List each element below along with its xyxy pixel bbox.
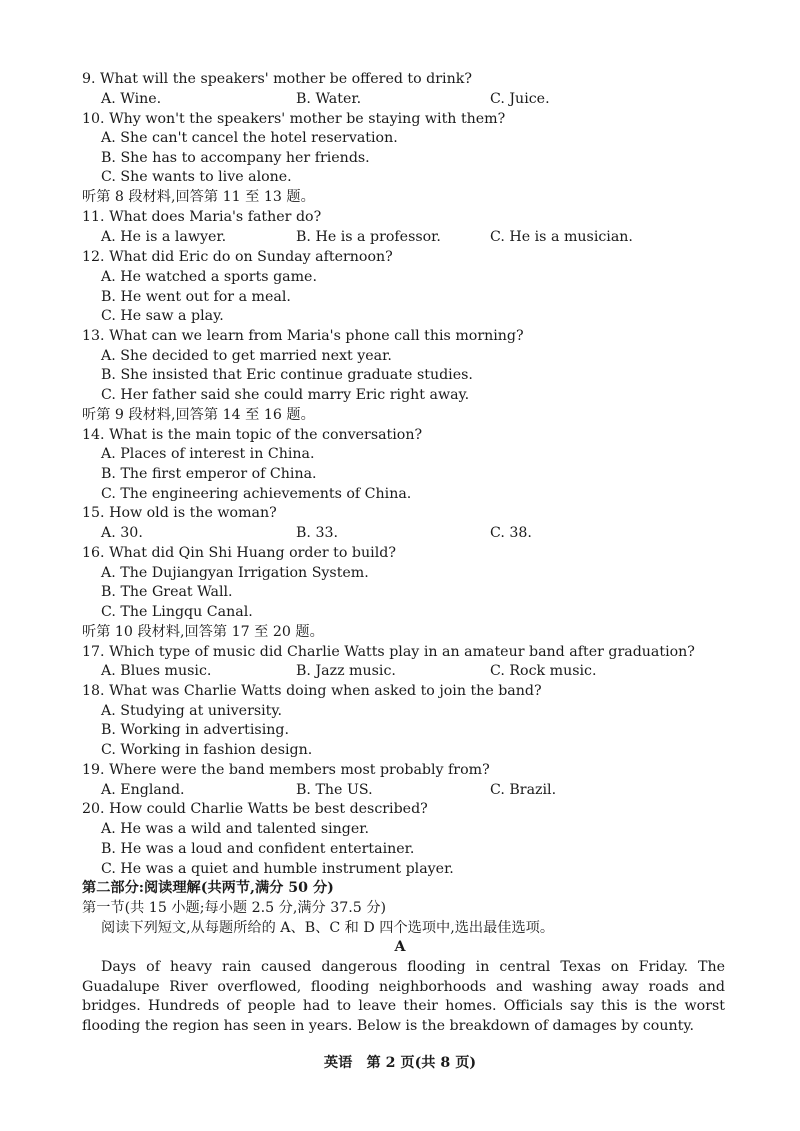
section-8-header: 听第 8 段材料,回答第 11 至 13 题。 bbox=[82, 189, 315, 205]
page-footer: 英语 第 2 页(共 8 页) bbox=[323, 1055, 477, 1071]
option-18c: C. Working in fashion design. bbox=[101, 742, 313, 758]
option-20c: C. He was a quiet and humble instrument player. bbox=[101, 861, 454, 877]
passage-label: A bbox=[394, 939, 406, 955]
reading-instruction: 阅读下列短文,从每题所给的 A、B、C 和 D 四个选项中,选出最佳选项。 bbox=[101, 920, 555, 936]
part-2-title: 第二部分:阅读理解(共两节,满分 50 分) bbox=[82, 880, 334, 896]
question-15: 15. How old is the woman? bbox=[82, 505, 277, 521]
option-17c: C. Rock music. bbox=[490, 663, 597, 679]
option-12b: B. He went out for a meal. bbox=[101, 289, 291, 305]
option-19b: B. The US. bbox=[296, 782, 373, 798]
question-18: 18. What was Charlie Watts doing when asked to join the band? bbox=[82, 683, 542, 699]
option-18a: A. Studying at university. bbox=[101, 703, 283, 719]
option-11b: B. He is a professor. bbox=[296, 229, 441, 245]
option-14c: C. The engineering achievements of China. bbox=[101, 486, 412, 502]
option-12c: C. He saw a play. bbox=[101, 308, 224, 324]
option-12a: A. He watched a sports game. bbox=[101, 269, 317, 285]
question-14: 14. What is the main topic of the conversation? bbox=[82, 427, 423, 443]
option-10a: A. She can't cancel the hotel reservation. bbox=[101, 130, 398, 146]
question-19: 19. Where were the band members most probably from? bbox=[82, 762, 490, 778]
option-19a: A. England. bbox=[101, 782, 185, 798]
option-15c: C. 38. bbox=[490, 525, 532, 541]
question-9: 9. What will the speakers' mother be offered to drink? bbox=[82, 71, 472, 87]
question-13: 13. What can we learn from Maria's phone call this morning? bbox=[82, 328, 524, 344]
option-13a: A. She decided to get married next year. bbox=[101, 348, 392, 364]
option-11a: A. He is a lawyer. bbox=[101, 229, 227, 245]
question-20: 20. How could Charlie Watts be best described? bbox=[82, 801, 428, 817]
section-9-header: 听第 9 段材料,回答第 14 至 16 题。 bbox=[82, 407, 315, 423]
option-13b: B. She insisted that Eric continue graduate studies. bbox=[101, 367, 473, 383]
question-11: 11. What does Maria's father do? bbox=[82, 209, 322, 225]
option-10c: C. She wants to live alone. bbox=[101, 169, 292, 185]
question-12: 12. What did Eric do on Sunday afternoon? bbox=[82, 249, 393, 265]
section-10-header: 听第 10 段材料,回答第 17 至 20 题。 bbox=[82, 624, 324, 640]
option-18b: B. Working in advertising. bbox=[101, 722, 289, 738]
option-15b: B. 33. bbox=[296, 525, 339, 541]
option-17b: B. Jazz music. bbox=[296, 663, 396, 679]
question-10: 10. Why won't the speakers' mother be staying with them? bbox=[82, 111, 506, 127]
question-17: 17. Which type of music did Charlie Watts play in an amateur band after graduation? bbox=[82, 644, 695, 660]
option-10b: B. She has to accompany her friends. bbox=[101, 150, 370, 166]
option-14b: B. The first emperor of China. bbox=[101, 466, 317, 482]
section-1-title: 第一节(共 15 小题;每小题 2.5 分,满分 37.5 分) bbox=[82, 900, 387, 916]
option-9a: A. Wine. bbox=[101, 91, 162, 107]
option-19c: C. Brazil. bbox=[490, 782, 557, 798]
option-16b: B. The Great Wall. bbox=[101, 584, 233, 600]
option-9b: B. Water. bbox=[296, 91, 362, 107]
option-16a: A. The Dujiangyan Irrigation System. bbox=[101, 565, 369, 581]
option-15a: A. 30. bbox=[101, 525, 143, 541]
option-11c: C. He is a musician. bbox=[490, 229, 633, 245]
option-13c: C. Her father said she could marry Eric right away. bbox=[101, 387, 470, 403]
passage-a-text: Days of heavy rain caused dangerous flooding in central Texas on Friday. The Guadalupe River overflowed, flooding neighborhoods and washing away roads and bridges. Hundreds of people had to leave their homes. Officials say this is the worst flooding the region has seen in years. Below is the breakdown of damages by county. bbox=[82, 959, 725, 1034]
question-16: 16. What did Qin Shi Huang order to build? bbox=[82, 545, 396, 561]
option-20a: A. He was a wild and talented singer. bbox=[101, 821, 369, 837]
option-17a: A. Blues music. bbox=[101, 663, 212, 679]
option-20b: B. He was a loud and confident entertainer. bbox=[101, 841, 415, 857]
option-14a: A. Places of interest in China. bbox=[101, 446, 315, 462]
option-9c: C. Juice. bbox=[490, 91, 550, 107]
option-16c: C. The Lingqu Canal. bbox=[101, 604, 253, 620]
